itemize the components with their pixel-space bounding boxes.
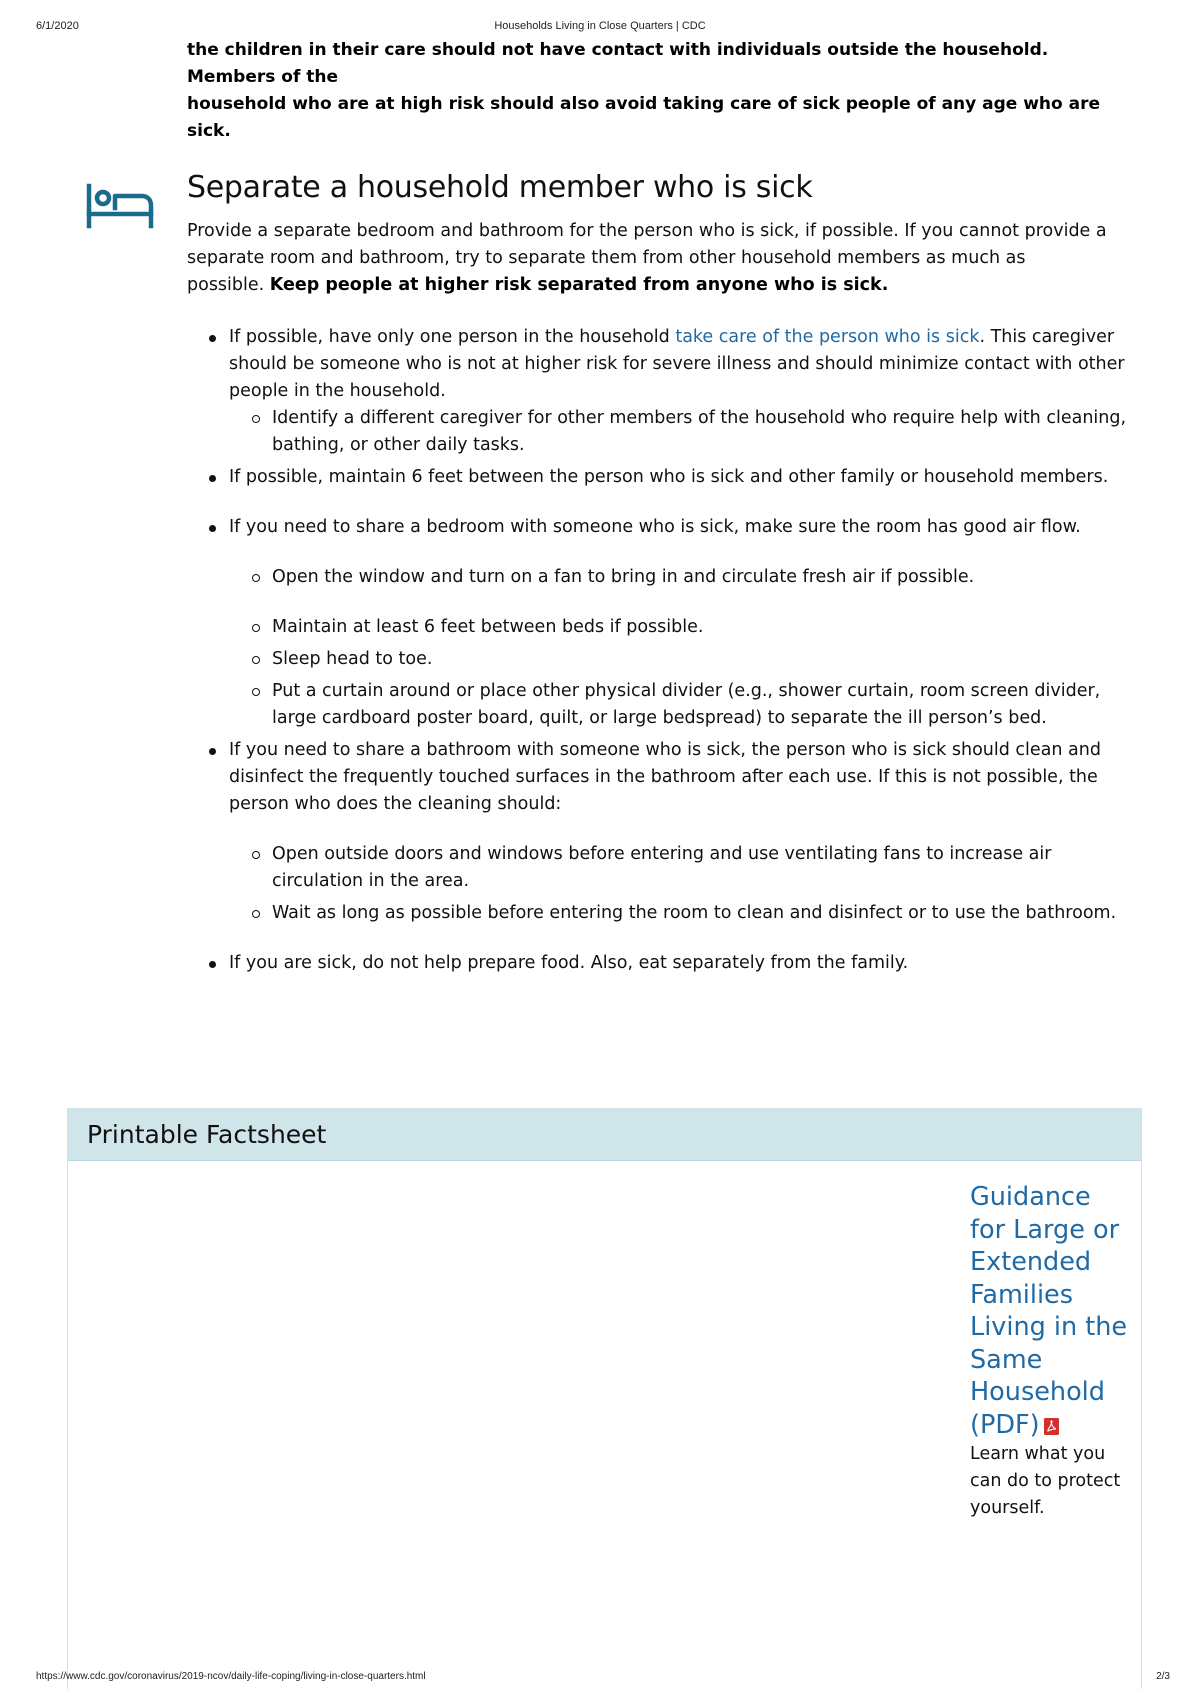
bed-icon: [86, 184, 154, 228]
factsheet-pdf-link[interactable]: [970, 1181, 1130, 1441]
list-item: [187, 324, 1127, 405]
list-item: If you need to share a bedroom with someone who is sick, make sure the room has good air flow.: [187, 514, 1127, 541]
caregiver-link[interactable]: take care of the person who is sick: [675, 327, 980, 347]
list-item: If possible, maintain 6 feet between the person who is sick and other family or household members.: [187, 464, 1127, 491]
factsheet-description: Learn what you can do to protect yourself.: [970, 1444, 1121, 1518]
sub-list-item: Open the window and turn on a fan to bring in and circulate fresh air if possible.: [187, 564, 1127, 591]
cut-paragraph-line-1: the children in their care should not have contact with individuals outside the household. Members of the: [187, 40, 1049, 87]
intro-text: Provide a separate bedroom and bathroom for the person who is sick, if possible. If you cannot provide a separate room and bathroom, try to separate them from other household members as much as possible.: [187, 221, 1107, 295]
factsheet-card: [970, 1181, 1130, 1522]
factsheet-panel: [67, 1108, 1142, 1689]
list-item: If you need to share a bathroom with someone who is sick, the person who is sick should clean and disinfect the frequently touched surfaces in the bathroom after each use. If this is not possible, the person who does the cleaning should:: [187, 737, 1127, 818]
sub-list-item: Identify a different caregiver for other members of the household who require help with cleaning, bathing, or other daily tasks.: [187, 405, 1127, 459]
print-page-title: Households Living in Close Quarters | CDC: [494, 20, 706, 32]
list-item: If you are sick, do not help prepare food. Also, eat separately from the family.: [187, 950, 1127, 977]
sub-list-item: Maintain at least 6 feet between beds if possible.: [187, 614, 1127, 641]
b1-text-pre: If possible, have only one person in the household: [229, 327, 676, 347]
section-intro: [187, 218, 1107, 299]
factsheet-heading: Printable Factsheet: [68, 1109, 1141, 1161]
print-date: 6/1/2020: [36, 20, 79, 32]
print-url: https://www.cdc.gov/coronavirus/2019-ncov/daily-life-coping/living-in-close-quarters.html: [36, 1671, 426, 1682]
print-page-number: 2/3: [1156, 1671, 1170, 1682]
factsheet-link-text: Guidance for Large or Extended Families Living in the Same Household (PDF): [970, 1182, 1128, 1440]
sub-list-item: Wait as long as possible before entering the room to clean and disinfect or to use the bathroom.: [187, 900, 1127, 927]
intro-bold-text: Keep people at higher risk separated from anyone who is sick.: [269, 275, 889, 295]
sub-list-item: Sleep head to toe.: [187, 646, 1127, 673]
bullet-list: [187, 324, 1127, 977]
section-title: Separate a household member who is sick: [187, 170, 813, 205]
cut-off-paragraph: [187, 40, 1117, 141]
cut-paragraph-line-2: household who are at high risk should also avoid taking care of sick people of any age who are sick.: [187, 94, 1101, 141]
b1-text-post: . This caregiver should be someone who is not at higher risk for severe illness and should minimize contact with other people in the household.: [229, 327, 1125, 401]
sub-list-item: Put a curtain around or place other physical divider (e.g., shower curtain, room screen divider, large cardboard poster board, quilt, or large bedspread) to separate the ill person’s bed.: [187, 678, 1127, 732]
sub-list-item: Open outside doors and windows before entering and use ventilating fans to increase air circulation in the area.: [187, 841, 1127, 895]
pdf-icon: [1044, 1418, 1059, 1435]
